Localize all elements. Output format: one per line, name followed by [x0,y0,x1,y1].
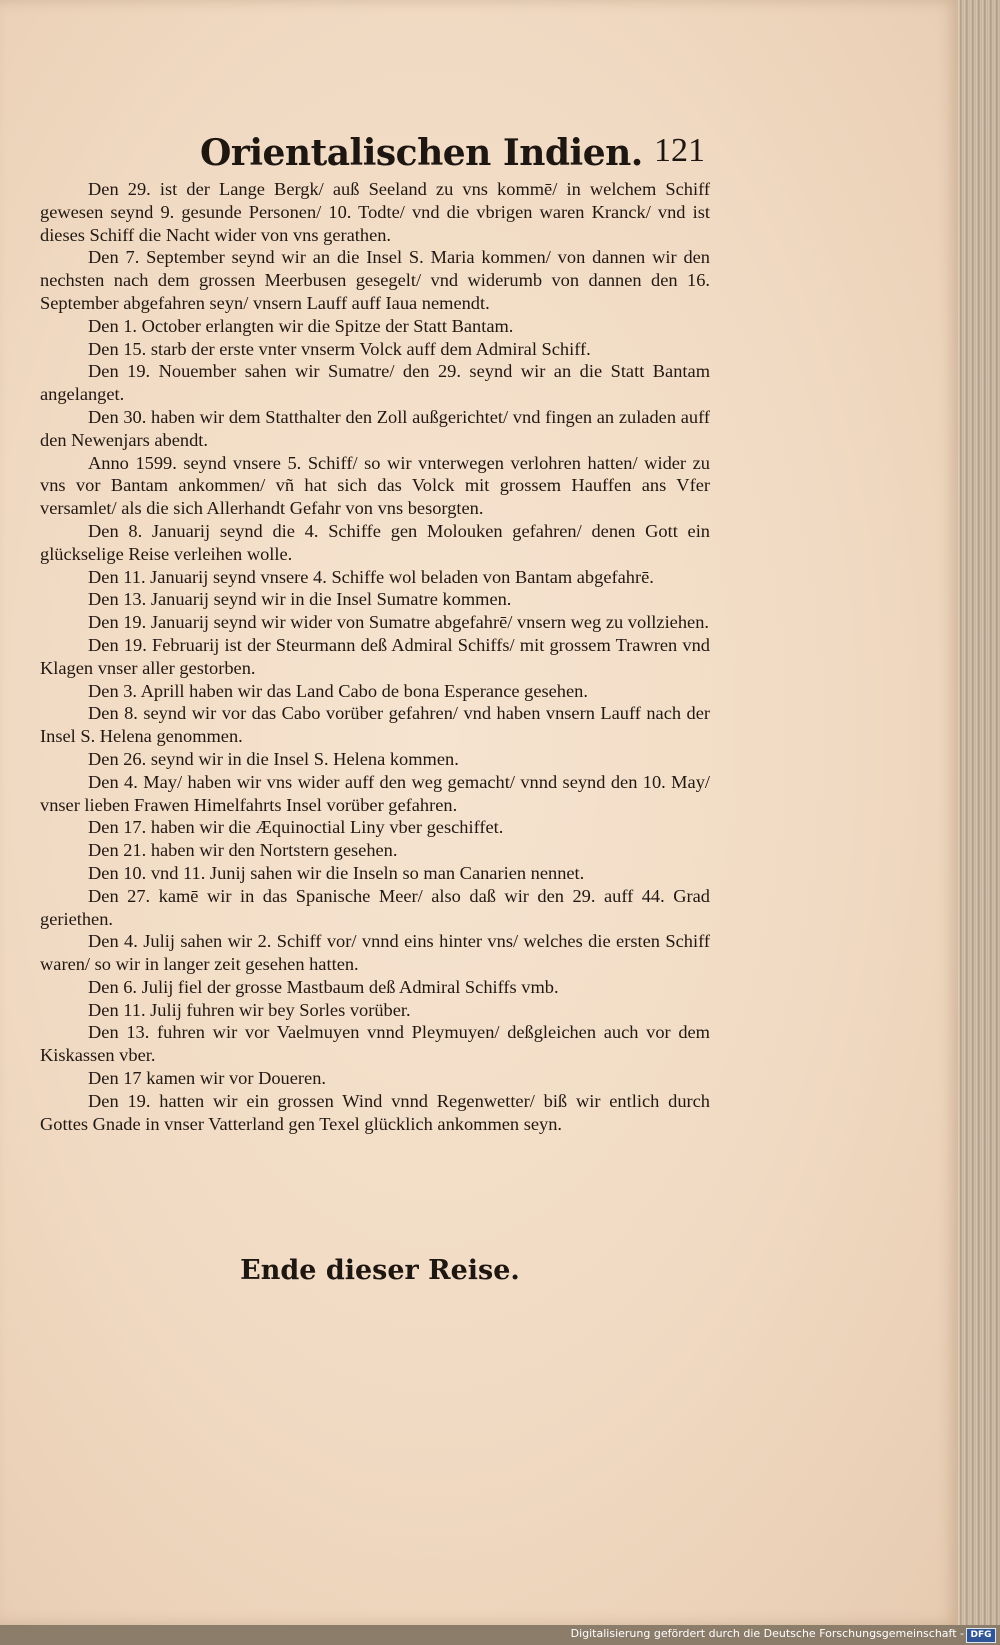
text-entry: Den 11. Julij fuhren wir bey Sorles vorüber. [88,999,411,1020]
text-entry: Den 10. vnd 11. Junij sahen wir die Inseln so man Canarien nennet. [88,862,585,883]
text-entry: Den 13. Januarij seynd wir in die Insel Sumatre kommen. [88,589,512,610]
text-entry: Anno 1599. seynd vnsere 5. Schiff/ so wir vnterwegen verlohren hatten/ wider zu vns vor Bantam ankommen/ vñ hat sich das Volck mit grossem Hauffen ans Vfer versamlet/ als die sich Allerhandt Gefahr von vns besorgten. [40,452,710,519]
text-entry: Den 30. haben wir dem Statthalter den Zoll außgerichtet/ vnd fingen an zuladen auff den Newenjars abendt. [40,406,710,450]
text-entry: Den 19. hatten wir ein grossen Wind vnnd Regenwetter/ biß wir entlich durch Gottes Gnade in vnser Vatterland gen Texel glücklich ankommen seyn. [40,1090,710,1134]
text-entry: Den 17 kamen wir vor Doueren. [88,1068,326,1089]
text-entry: Den 6. Julij fiel der grosse Mastbaum deß Admiral Schiffs vmb. [88,976,559,997]
text-entry: Den 17. haben wir die Æquinoctial Liny vber geschiffet. [88,817,504,838]
text-entry: Den 29. ist der Lange Bergk/ auß Seeland zu vns kommē/ in welchem Schiff gewesen seynd 9. gesunde Personen/ 10. Todte/ vnd die vbrigen waren Kranck/ vnd ist dieses Schiff die Nacht wider von vns gerathen. [40,179,710,245]
funding-credit: Digitalisierung gefördert durch die Deutsche Forschungsgemeinschaft - [570,1627,964,1640]
text-entry: Den 15. starb der erste vnter vnserm Volck auff dem Admiral Schiff. [88,338,591,359]
text-entry: Den 13. fuhren wir vor Vaelmuyen vnnd Pleymuyen/ deßgleichen auch vor dem Kiskassen vber. [40,1022,710,1066]
text-entry: Den 8. seynd wir vor das Cabo vorüber gefahren/ vnd haben vnsern Lauff nach der Insel S. Helena genommen. [40,703,710,747]
page-number: 121 [654,132,705,169]
page-header [200,132,705,182]
text-entry: Den 19. Nouember sahen wir Sumatre/ den 29. seynd wir an die Statt Bantam angelanget. [40,361,710,405]
footer-bar [0,1625,1000,1645]
text-entry: Den 26. seynd wir in die Insel S. Helena kommen. [88,748,459,769]
text-entry: Den 19. Februarij ist der Steurmann deß Admiral Schiffs/ mit grossem Trawren vnd Klagen vnser aller gestorben. [40,634,710,678]
text-entry: Den 3. Aprill haben wir das Land Cabo de bona Esperance gesehen. [88,680,588,701]
dfg-logo-icon: DFG [966,1628,996,1643]
text-entry: Den 1. October erlangten wir die Spitze der Statt Bantam. [88,315,514,336]
closing-line: Ende dieser Reise. [240,1255,520,1286]
text-entry: Den 4. Julij sahen wir 2. Schiff vor/ vnnd eins hinter vns/ welches die ersten Schiff waren/ so wir in langer zeit gesehen hatten. [40,931,710,975]
text-entry: Den 19. Januarij seynd wir wider von Sumatre abgefahrē/ vnsern weg zu vollziehen. [88,612,709,633]
running-title: Orientalischen Indien. [200,132,643,174]
text-entry: Den 11. Januarij seynd vnsere 4. Schiffe wol beladen von Bantam abgefahrē. [88,566,654,587]
body-text [40,178,710,1135]
text-entry: Den 8. Januarij seynd die 4. Schiffe gen Molouken gefahren/ denen Gott ein glückselige Reise verleihen wolle. [40,520,710,564]
text-entry: Den 21. haben wir den Nortstern gesehen. [88,840,398,861]
text-entry: Den 4. May/ haben wir vns wider auff den weg gemacht/ vnnd seynd den 10. May/ vnser lieben Frawen Himelfahrts Insel vorüber gefahren. [40,771,710,815]
text-entry: Den 7. September seynd wir an die Insel S. Maria kommen/ von dannen wir den nechsten nach dem grossen Meerbusen gesegelt/ vnd widerumb von dannen den 16. September abgefahren seyn/ vnsern Lauff auff Iaua nemendt. [40,247,710,313]
text-entry: Den 27. kamē wir in das Spanische Meer/ also daß wir den 29. auff 44. Grad geriethen. [40,885,710,929]
page-edges [958,0,1000,1625]
